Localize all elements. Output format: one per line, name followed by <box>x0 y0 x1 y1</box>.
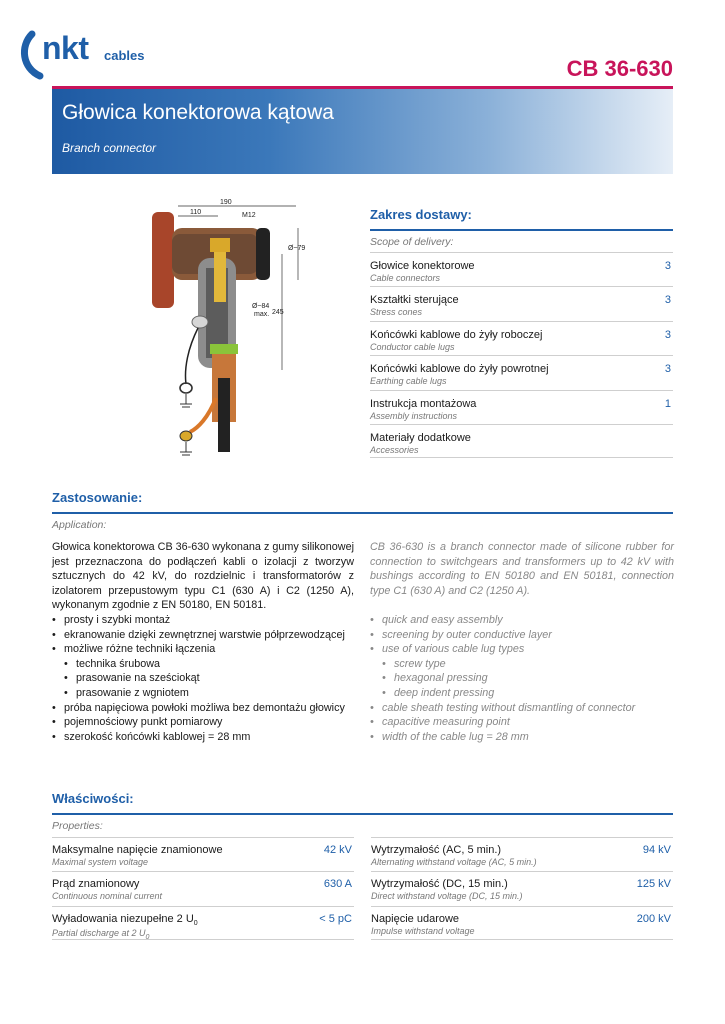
table-row <box>371 837 673 871</box>
list-item <box>370 424 673 458</box>
item-label: Końcówki kablowe do żyły powrotnej <box>370 363 549 376</box>
property-label-en <box>52 928 354 941</box>
property-label: Prąd znamionowy <box>52 878 140 891</box>
dim-m12: M12 <box>242 212 256 219</box>
list-item: • próba napięciowa powłoki możliwa bez demontażu głowicy <box>52 701 354 716</box>
list-item: • width of the cable lug = 28 mm <box>370 730 674 745</box>
list-item: • prasowanie z wgniotem <box>52 686 354 701</box>
application-bullets-en <box>370 613 674 744</box>
list-item: • use of various cable lug types <box>370 642 674 657</box>
property-label-en: Direct withstand voltage (DC, 15 min.) <box>371 891 523 902</box>
property-value: 125 kV <box>636 878 671 891</box>
list-item: • prosty i szybki montaż <box>52 613 354 628</box>
property-label-subscript: 0 <box>193 919 198 927</box>
property-label-en-subscript: 0 <box>145 933 150 941</box>
connector-drawing <box>148 198 318 468</box>
item-label-en: Cable connectors <box>370 273 441 283</box>
property-label-en-text: Partial discharge at 2 U <box>52 927 146 938</box>
property-label: Wytrzymałość (DC, 15 min.) <box>371 878 508 891</box>
list-item: • prasowanie na sześciokąt <box>52 671 354 686</box>
item-quantity: 3 <box>664 260 671 272</box>
table-row <box>371 871 673 905</box>
properties-left <box>52 837 354 940</box>
logo-wordmark: nkt <box>42 30 89 66</box>
list-item <box>370 252 673 286</box>
list-item <box>370 321 673 355</box>
list-item: • capacitive measuring point <box>370 715 674 730</box>
item-label-en: Assembly instructions <box>370 410 458 421</box>
application-bullets-pl <box>52 613 354 744</box>
delivery-title: Zakres dostawy: <box>370 207 472 222</box>
property-label: Maksymalne napięcie znamionowe <box>52 844 223 856</box>
property-value: < 5 pC <box>319 912 352 925</box>
application-en <box>370 540 674 744</box>
item-label-en: Earthing cable lugs <box>370 376 447 387</box>
product-code: CB 36-630 <box>566 56 673 81</box>
list-item: • pojemnościowy punkt pomiarowy <box>52 715 354 730</box>
table-row <box>371 906 673 940</box>
list-item <box>370 286 673 320</box>
property-value: 200 kV <box>636 912 671 925</box>
property-label-en: Maximal system voltage <box>52 857 149 867</box>
application-paragraph-en: CB 36-630 is a branch connector made of silicone rubber for connection to switchgears and transformers up to 42 kV with bushings according to EN 50180 and EN 50181, connection type C1 (630 A) and C2 (1250 A). <box>370 541 674 597</box>
application-paragraph-pl: Głowica konektorowa CB 36-630 wykonana z gumy silikonowej jest przeznaczona do podłączeń kabli o izolacji z tworzyw sztucznych do 42 kV, do rozdzielnic i transformatorów z izolatorem przepustowym typu C1 (630 A) i C2 (1250 A), wykonanym zgodnie z EN 50180, EN 50181. <box>52 541 354 612</box>
properties-rule <box>52 813 673 815</box>
dim-190: 190 <box>220 199 232 206</box>
property-label-en: Impulse withstand voltage <box>371 925 475 936</box>
application-title: Zastosowanie: <box>52 490 143 505</box>
application-subtitle: Application: <box>52 519 107 531</box>
list-item: • deep indent pressing <box>370 686 674 701</box>
properties-right <box>371 837 673 940</box>
item-label: Instrukcja montażowa <box>370 397 477 410</box>
property-label-en: Continuous nominal current <box>52 891 163 902</box>
company-logo <box>18 24 168 84</box>
item-label-en: Stress cones <box>370 307 423 318</box>
page-subtitle: Branch connector <box>62 141 157 155</box>
property-label-en: Alternating withstand voltage (AC, 5 min.) <box>371 857 537 867</box>
table-row <box>52 906 354 940</box>
list-item <box>370 355 673 389</box>
delivery-list <box>370 252 673 458</box>
delivery-rule <box>370 229 673 231</box>
delivery-subtitle: Scope of delivery: <box>370 236 454 248</box>
item-label: Końcówki kablowe do żyły roboczej <box>370 328 543 341</box>
page-title: Głowica konektorowa kątowa <box>62 101 334 124</box>
item-label: Materiały dodatkowe <box>370 431 471 444</box>
property-label-text: Wyładowania niezupełne 2 U <box>52 912 194 925</box>
dim-245: 245 <box>272 309 284 316</box>
item-label: Głowice konektorowe <box>370 260 475 272</box>
item-quantity: 3 <box>664 363 671 376</box>
property-label: Wytrzymałość (AC, 5 min.) <box>371 844 502 856</box>
table-row <box>52 837 354 871</box>
list-item: • cable sheath testing without dismantling of connector <box>370 701 674 716</box>
dim-110: 110 <box>190 209 202 216</box>
property-label: Napięcie udarowe <box>371 912 460 925</box>
item-label: Kształtki sterujące <box>370 294 459 307</box>
property-value: 42 kV <box>323 844 352 856</box>
item-label-en: Accessories <box>370 444 419 455</box>
application-rule <box>52 512 673 514</box>
list-item: • quick and easy assembly <box>370 613 674 628</box>
list-item: • technika śrubowa <box>52 657 354 672</box>
item-quantity: 1 <box>664 397 671 410</box>
list-item <box>370 390 673 424</box>
list-item: • hexagonal pressing <box>370 671 674 686</box>
property-value: 630 A <box>323 878 352 891</box>
dim-84: Ø~84 <box>252 303 270 310</box>
list-item: • szerokość końcówki kablowej = 28 mm <box>52 730 354 745</box>
title-banner <box>52 89 673 174</box>
table-row <box>52 871 354 905</box>
dim-max: max. <box>254 311 270 318</box>
list-item: • screw type <box>370 657 674 672</box>
properties-title: Właściwości: <box>52 791 134 806</box>
item-label-en: Conductor cable lugs <box>370 341 455 352</box>
property-value: 94 kV <box>642 844 671 856</box>
logo-subtitle: cables <box>104 48 145 63</box>
item-quantity: 3 <box>664 328 671 341</box>
property-label <box>52 913 354 927</box>
properties-subtitle: Properties: <box>52 820 103 832</box>
dim-79: Ø~79 <box>288 245 306 252</box>
list-item: • screening by outer conductive layer <box>370 628 674 643</box>
list-item: • ekranowanie dzięki zewnętrznej warstwie półprzewodzącej <box>52 628 354 643</box>
item-quantity: 3 <box>664 294 671 307</box>
application-pl <box>52 540 354 744</box>
list-item: • możliwe różne techniki łączenia <box>52 642 354 657</box>
